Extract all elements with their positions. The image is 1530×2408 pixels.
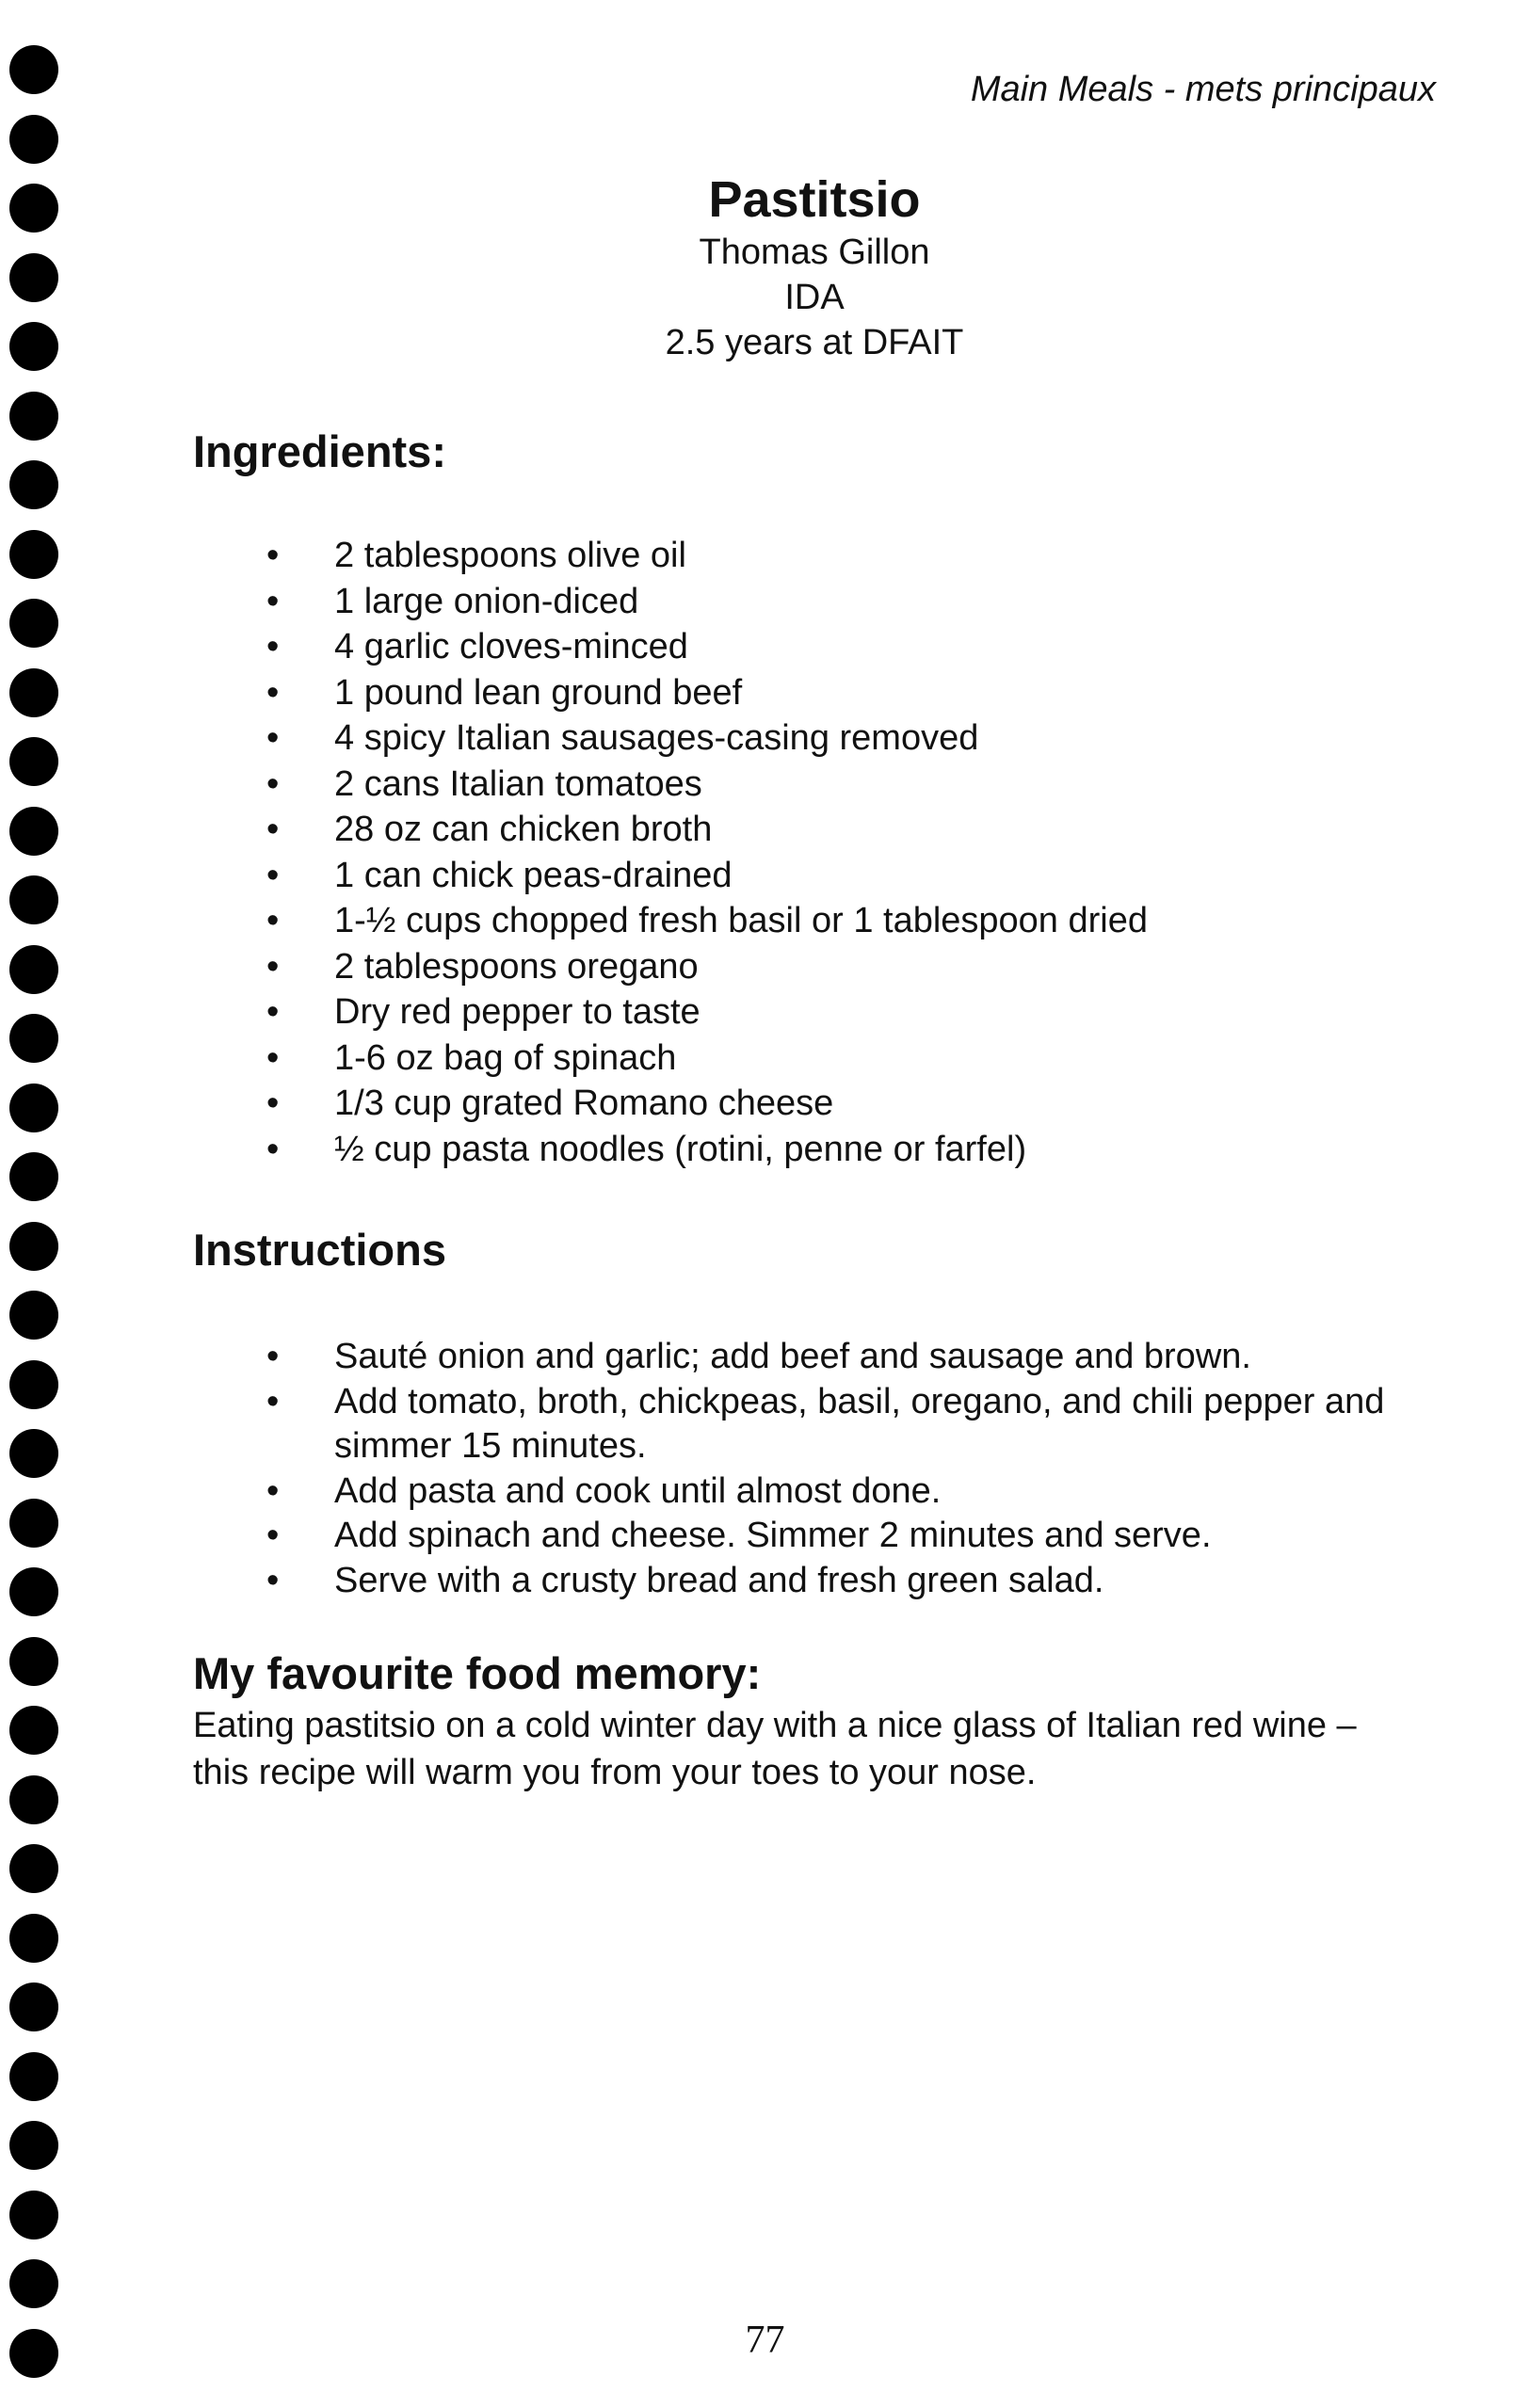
- list-item: • 2 tablespoons olive oil: [193, 533, 1417, 579]
- list-item: • Add spinach and cheese. Simmer 2 minutes and serve.: [193, 1514, 1426, 1559]
- list-item: • 1 pound lean ground beef: [193, 670, 1417, 716]
- list-item: • 4 spicy Italian sausages-casing removed: [193, 715, 1417, 762]
- list-item: • Add pasta and cook until almost done.: [193, 1469, 1426, 1515]
- section-label: Main Meals - mets principaux: [970, 70, 1436, 109]
- binding-hole: [9, 1637, 58, 1686]
- recipe-title-block: [593, 169, 1036, 365]
- binding-hole: [9, 2052, 58, 2101]
- instructions-list: [193, 1335, 1426, 1603]
- recipe-title: Pastitsio: [708, 171, 921, 228]
- recipe-author: Thomas Gillon: [699, 233, 930, 272]
- binding-hole: [9, 460, 58, 509]
- instructions-heading: Instructions: [193, 1225, 446, 1275]
- binding-hole: [9, 1360, 58, 1409]
- list-item: • ½ cup pasta noodles (rotini, penne or farfel): [193, 1127, 1417, 1173]
- recipe-division: IDA: [784, 278, 845, 317]
- binding-hole: [9, 1844, 58, 1893]
- binding-hole: [9, 1084, 58, 1132]
- list-item: • 1-6 oz bag of spinach: [193, 1035, 1417, 1082]
- binding-hole: [9, 2121, 58, 2170]
- list-item: • Sauté onion and garlic; add beef and sausage and brown.: [193, 1335, 1426, 1380]
- binding-hole: [9, 1152, 58, 1201]
- list-item: • 1 can chick peas-drained: [193, 853, 1417, 899]
- list-item: • Add tomato, broth, chickpeas, basil, oregano, and chili pepper and simmer 15 minutes.: [193, 1380, 1426, 1469]
- page-number: 77: [745, 2319, 785, 2362]
- binding-hole: [9, 1499, 58, 1548]
- binding-hole: [9, 599, 58, 648]
- binding-hole: [9, 1983, 58, 2031]
- binding-hole: [9, 1775, 58, 1824]
- binding-hole: [9, 1429, 58, 1478]
- binding-hole: [9, 392, 58, 441]
- memory-heading: My favourite food memory:: [193, 1648, 762, 1698]
- ingredients-list: [193, 533, 1417, 1172]
- list-item: • Serve with a crusty bread and fresh green salad.: [193, 1559, 1426, 1604]
- binding-hole: [9, 1222, 58, 1271]
- list-item: • 1-½ cups chopped fresh basil or 1 tablespoon dried: [193, 898, 1417, 944]
- list-item: • 1 large onion-diced: [193, 579, 1417, 625]
- binding-hole: [9, 1567, 58, 1616]
- binding-hole: [9, 807, 58, 856]
- ingredients-heading: Ingredients:: [193, 426, 446, 476]
- binding-hole: [9, 875, 58, 924]
- binding-hole: [9, 2259, 58, 2308]
- binding-hole: [9, 2191, 58, 2239]
- binding-hole: [9, 184, 58, 233]
- binding-hole: [9, 668, 58, 717]
- binding-hole: [9, 253, 58, 302]
- binding-hole: [9, 945, 58, 994]
- list-item: • 4 garlic cloves-minced: [193, 624, 1417, 670]
- binding-hole: [9, 1914, 58, 1963]
- binding-hole: [9, 530, 58, 579]
- binding-hole: [9, 1706, 58, 1755]
- list-item: • 2 tablespoons oregano: [193, 944, 1417, 990]
- binding-hole: [9, 1014, 58, 1063]
- binding-hole: [9, 322, 58, 371]
- spiral-binding: [9, 45, 66, 2380]
- recipe-tenure: 2.5 years at DFAIT: [665, 323, 964, 362]
- binding-hole: [9, 45, 58, 94]
- list-item: • 1/3 cup grated Romano cheese: [193, 1081, 1417, 1127]
- memory-text: Eating pastitsio on a cold winter day with a nice glass of Italian red wine – this recipe will warm you from your toes to your nose.: [193, 1706, 1357, 1792]
- binding-hole: [9, 115, 58, 164]
- list-item: • 2 cans Italian tomatoes: [193, 762, 1417, 808]
- list-item: • 28 oz can chicken broth: [193, 807, 1417, 853]
- binding-hole: [9, 737, 58, 786]
- list-item: • Dry red pepper to taste: [193, 989, 1417, 1035]
- binding-hole: [9, 1291, 58, 1340]
